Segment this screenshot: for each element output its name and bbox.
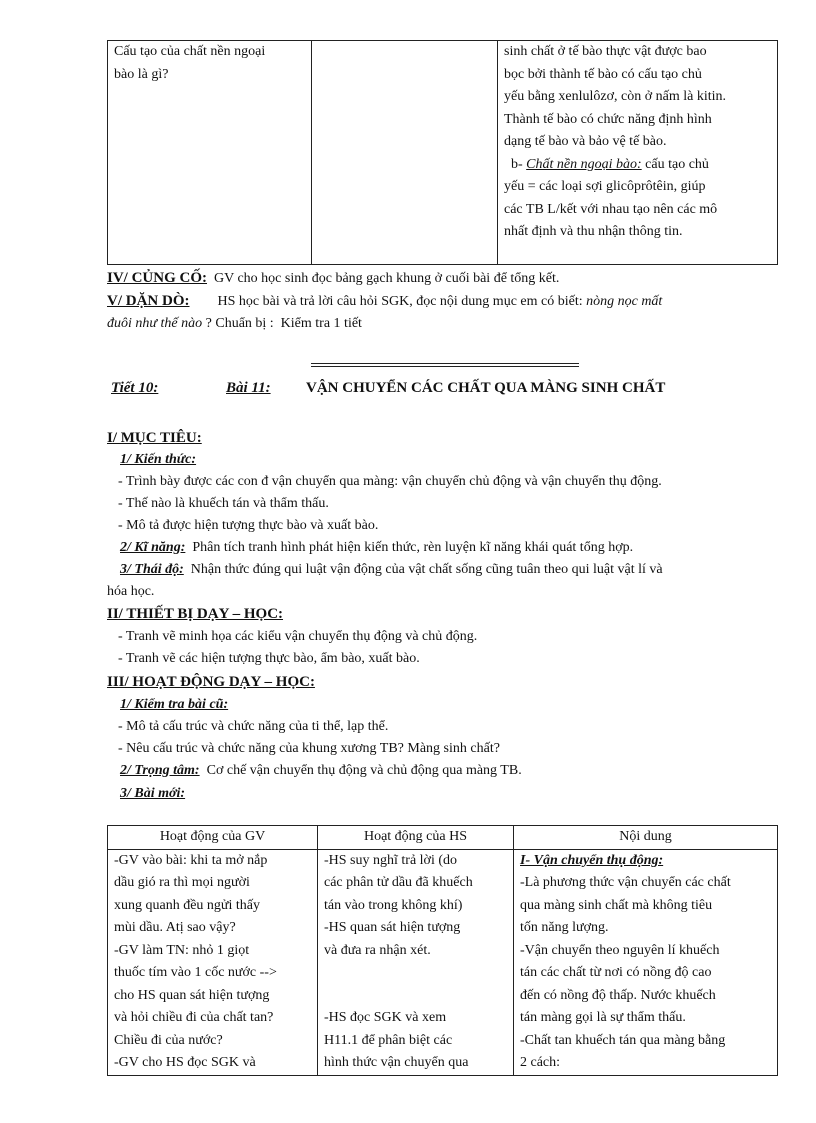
gv-line: xung quanh đều ngửi thấy [114,897,261,913]
hs-blank [324,985,507,1008]
hs-line: hình thức vận chuyển qua [324,1055,469,1070]
dan-do-italic: đuôi như thế nào [107,316,203,331]
content-line: qua màng sinh chất mà không tiêu [520,897,713,913]
hs-line: -HS quan sát hiện tượng [324,920,461,935]
header-content: Nội dung [514,826,778,850]
cung-co-line [107,267,559,290]
equipment-heading: II/ THIẾT BỊ DẠY – HỌC: [107,606,284,622]
content-line: bọc bởi thành tế bào có cấu tạo chủ [504,66,702,82]
equipment-item: - Tranh vẽ các hiện tượng thực bào, ẩm bào, xuất bào. [118,651,420,666]
passive-transport-title: I- Vận chuyển thụ động: [520,852,664,868]
attitude-line [120,559,663,581]
content-line: 2 cách: [520,1055,561,1070]
focus-label: 2/ Trọng tâm: [120,763,200,778]
hs-line: -HS đọc SGK và xem [324,1010,447,1025]
gv-line: -GV cho HS đọc SGK và [114,1055,256,1070]
skills-line [120,537,633,559]
gv-line: mùi dầu. Atị sao vậy? [114,920,236,935]
new-lesson-label: 3/ Bài mới: [120,786,186,801]
main-table [107,825,778,1076]
top-table [107,40,778,265]
dan-do-text-2: ? Chuẩn bị : Kiểm tra 1 tiết [202,316,362,331]
gv-line: thuốc tím vào 1 cốc nước --> [114,965,277,980]
gv-cell [108,849,318,1075]
attitude-text-2: hóa học. [107,584,155,599]
content-line: tán các chất từ nơi có nồng độ cao [520,965,712,980]
gv-line: Chiều đi của nước? [114,1032,223,1048]
cung-co-text: GV cho học sinh đọc bảng gạch khung ở cuối bài để tổng kết. [207,271,560,286]
question-line: bào là gì? [114,66,169,82]
lesson-title: VẬN CHUYỂN CÁC CHẤT QUA MÀNG SINH CHẤT [306,380,666,396]
content-line: -Vận chuyển theo nguyên lí khuếch [520,942,720,958]
content-line: sinh chất ở tế bào thực vật được bao [504,44,707,59]
review-label: 1/ Kiểm tra bài cũ: [120,697,229,712]
knowledge-item: - Mô tả được hiện tượng thực bào và xuất bào. [118,518,379,533]
content-cell [514,849,778,1075]
cung-co-label: IV/ CỦNG CỐ: [107,270,207,286]
attitude-text: Nhận thức đúng qui luật vận động của vật chất sống cũng tuân theo qui luật vật lí và [183,562,663,577]
skills-text: Phân tích tranh hình phát hiện kiến thức, rèn luyện kĩ năng khái quát tổng hợp. [185,540,634,555]
content-line-b: b- Chất nền ngoại bào: cấu tạo chủ [504,156,709,172]
content-line: yếu = các loại sợi glicôprôtêin, giúp [504,179,706,194]
focus-line [120,760,522,782]
activities-heading: III/ HOẠT ĐỘNG DẠY – HỌC: [107,674,315,690]
gv-line: và hỏi chiều đi của chất tan? [114,1010,274,1025]
review-item: - Nêu cấu trúc và chức năng của khung xương TB? Màng sinh chất? [118,741,500,756]
hs-line: tán vào trong không khí) [324,897,463,913]
header-hs: Hoạt động của HS [318,826,514,850]
question-line: Cấu tạo của chất nền ngoại [114,44,266,59]
lesson-number: Bài 11: [226,380,271,396]
top-content-cell [498,41,778,265]
dan-do-line [107,290,662,313]
knowledge-label: 1/ Kiến thức: [120,452,197,467]
dan-do-text: HS học bài và trả lời câu hỏi SGK, đọc nội dung mục em có biết: [189,294,587,309]
hs-line: các phân tử dầu đã khuếch [324,875,473,890]
separator-line [311,366,579,367]
knowledge-item: - Trình bày được các con đ vận chuyển qua màng: vận chuyển chủ động và vận chuyển thụ động. [118,474,662,489]
dan-do-label: V/ DẶN DÒ: [107,293,190,309]
review-item: - Mô tả cấu trúc và chức năng của ti thể, lạp thể. [118,719,389,734]
hs-cell [318,849,514,1075]
content-line: -Là phương thức vận chuyển các chất [520,875,731,890]
content-line: tốn năng lượng. [520,920,609,935]
hs-line: H11.1 để phân biệt các [324,1032,453,1048]
gv-line: dầu gió ra thì mọi người [114,875,250,890]
objectives-heading: I/ MỤC TIÊU: [107,430,202,446]
hs-line: -HS suy nghĩ trả lời (do [324,852,458,868]
gv-line: -GV vào bài: khi ta mở nắp [114,852,268,868]
attitude-label: 3/ Thái độ: [120,562,184,577]
content-line: nhất định và thu nhận thông tin. [504,224,683,239]
content-line: -Chất tan khuếch tán qua màng bằng [520,1032,726,1048]
content-line: Thành tế bào có chức năng định hình [504,111,712,127]
separator-line [311,363,579,364]
knowledge-item: - Thế nào là khuếch tán và thẩm thấu. [118,496,329,511]
content-line: yếu bằng xenlulôzơ, còn ở nấm là kitin. [504,89,727,104]
hs-blank [324,962,507,985]
skills-label: 2/ Kĩ năng: [120,540,186,555]
content-line: tán màng gọi là sự thẩm thấu. [520,1010,686,1025]
term-chat-nen-ngoai-bao: Chất nền ngoại bào: [526,156,642,172]
dan-do-line-2 [107,313,362,335]
gv-line: -GV làm TN: nhỏ 1 giọt [114,942,250,958]
equipment-item: - Tranh vẽ minh họa các kiểu vận chuyển thụ động và chủ động. [118,629,478,644]
content-line: đến có nồng độ thấp. Nước khuếch [520,987,716,1003]
dan-do-italic: nòng nọc mất [586,294,663,309]
lesson-period: Tiết 10: [111,380,159,396]
top-hs-cell [312,41,498,265]
hs-line: và đưa ra nhận xét. [324,942,431,958]
header-gv: Hoạt động của GV [108,826,318,850]
focus-text: Cơ chế vận chuyển thụ động và chủ động qua màng TB. [199,763,522,778]
content-line: các TB L/kết với nhau tạo nên các mô [504,201,718,217]
content-line: dạng tế bào và bảo vệ tế bào. [504,134,667,149]
top-question-cell [108,41,312,265]
gv-line: cho HS quan sát hiện tượng [114,987,270,1003]
